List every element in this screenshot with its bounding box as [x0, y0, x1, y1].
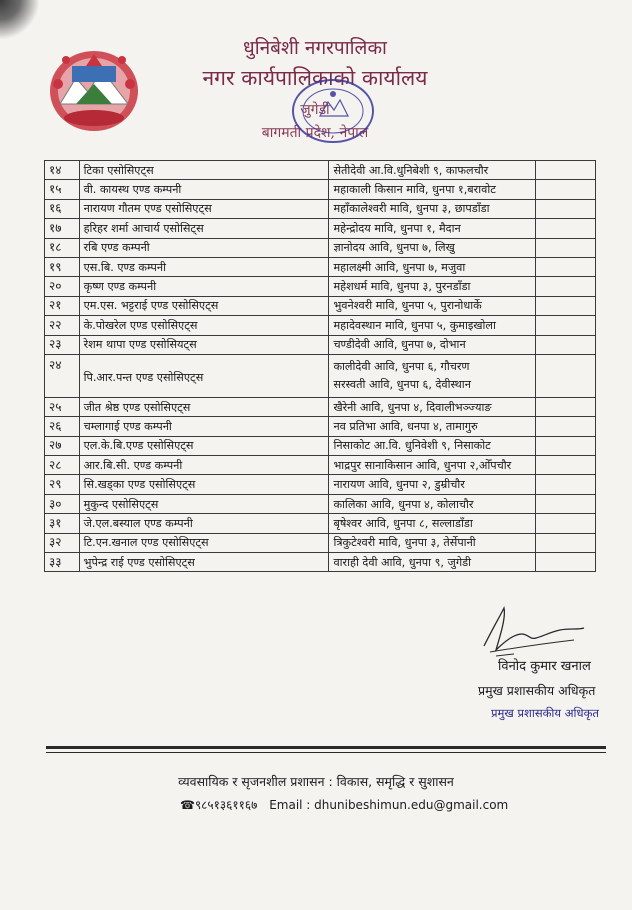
- row-number: २३: [45, 335, 80, 354]
- school-name: महालक्ष्मी आवि, धुनपा ७, मजुवा: [329, 257, 536, 276]
- row-number: ३३: [45, 553, 80, 572]
- empty-cell: [536, 397, 596, 416]
- email-label: Email :: [269, 798, 311, 812]
- school-name: ज्ञानोदय आवि, धुनपा ७, लिखु: [329, 238, 536, 257]
- footer-rule-thin: [46, 752, 606, 753]
- row-number: २९: [45, 475, 80, 494]
- table-row: [45, 354, 596, 397]
- table-row: [45, 238, 596, 257]
- empty-cell: [536, 456, 596, 475]
- row-number: २५: [45, 397, 80, 416]
- firm-name: सि.खड्का एण्ड एसोसिएट्स: [79, 475, 329, 494]
- table-row: [45, 533, 596, 552]
- row-number: २७: [45, 436, 80, 455]
- office-province: बागमती प्रदेश, नेपाल: [261, 125, 369, 141]
- school-name: चण्डीदेवी आवि, धुनपा ७, दोभान: [329, 335, 536, 354]
- municipality-name: धुनिबेशी नगरपालिका: [243, 37, 387, 59]
- table-row: [45, 397, 596, 416]
- school-name: कालिका आवि, धुनपा ४, कोलाचौर: [329, 494, 536, 513]
- office-name: नगर कार्यपालिकाको कार्यालय: [202, 66, 428, 90]
- school-name: नारायण आवि, धुनपा २, डुम्रीचौर: [329, 475, 536, 494]
- firm-name-text: पि.आर.पन्त एण्ड एसोसिएट्स: [83, 370, 204, 384]
- empty-cell: [536, 354, 596, 397]
- firm-name: वी. कायस्थ एण्ड कम्पनी: [79, 180, 329, 199]
- empty-cell: [536, 199, 596, 218]
- table-row: [45, 161, 596, 180]
- school-name: बृषेश्वर आवि, धुनपा ८, सल्लाडाँडा: [329, 514, 536, 533]
- row-number: १६: [45, 199, 80, 218]
- empty-cell: [536, 161, 596, 180]
- footer-rule-thick: [46, 746, 606, 749]
- school-name: महादेवस्थान मावि, धुनपा ५, कुमाइखोला: [329, 316, 536, 335]
- firm-name: नारायण गौतम एण्ड एसोसिएट्स: [79, 199, 329, 218]
- row-number: ३०: [45, 494, 80, 513]
- table-row: [45, 514, 596, 533]
- empty-cell: [536, 553, 596, 572]
- table-row: [45, 417, 596, 436]
- row-number: १८: [45, 238, 80, 257]
- empty-cell: [536, 417, 596, 436]
- firm-name: एम.एस. भट्टराई एण्ड एसोसिएट्स: [79, 296, 329, 315]
- table-row: [45, 456, 596, 475]
- school-name: महाकाली किसान मावि, धुनपा १,बरावोट: [329, 180, 536, 199]
- row-number: १५: [45, 180, 80, 199]
- table-row: [45, 180, 596, 199]
- firm-name: आर.बि.सी. एण्ड कम्पनी: [79, 456, 329, 475]
- row-number: २८: [45, 456, 80, 475]
- signatory-stamp-title: प्रमुख प्रशासकीय अधिकृत: [491, 706, 599, 720]
- table-row: [45, 257, 596, 276]
- firm-name: एस.बि. एण्ड कम्पनी: [79, 257, 329, 276]
- row-number: ३२: [45, 533, 80, 552]
- empty-cell: [536, 257, 596, 276]
- firm-name: जीत श्रेष्ठ एण्ड एसोसिएट्स: [79, 397, 329, 416]
- school-name: महेन्द्रोदय मावि, धुनपा १, मैदान: [329, 219, 536, 238]
- row-number: १४: [45, 161, 80, 180]
- phone-number: ☎९८५१३६११६७: [180, 798, 258, 812]
- table-row: [45, 199, 596, 218]
- row-number: ३१: [45, 514, 80, 533]
- table-row: [45, 296, 596, 315]
- email-address[interactable]: dhunibeshimun.edu@gmail.com: [314, 798, 509, 812]
- school-name: निसाकोट आ.वि. धुनिवेशी ९, निसाकोट: [329, 436, 536, 455]
- empty-cell: [536, 335, 596, 354]
- table-row: [45, 335, 596, 354]
- office-seal-icon: [290, 76, 376, 146]
- signature-icon: [470, 600, 590, 660]
- row-number: २२: [45, 316, 80, 335]
- firm-name: हरिहर शर्मा आचार्य एसोसिट्स: [79, 219, 329, 238]
- row-number: १९: [45, 257, 80, 276]
- table-row: [45, 475, 596, 494]
- table-row: [45, 277, 596, 296]
- school-name: नव प्रतिभा आवि, धनपा ४, तामागुरु: [329, 417, 536, 436]
- footer-motto: व्यवसायिक र सृजनशील प्रशासन : विकास, समृद्धि र सुशासन: [178, 774, 454, 789]
- empty-cell: [536, 238, 596, 257]
- firm-name: जे.एल.बस्याल एण्ड कम्पनी: [79, 514, 329, 533]
- firm-name: मुकुन्द एसोसिएट्स: [79, 494, 329, 513]
- firm-name: भुपेन्द्र राई एण्ड एसोसिएट्स: [79, 553, 329, 572]
- firm-name: के.पोखरेल एण्ड एसोसिएट्स: [79, 316, 329, 335]
- school-name: त्रिकुटेश्वरी मावि, धुनपा ३, तेर्सेपानी: [329, 533, 536, 552]
- table-row: [45, 219, 596, 238]
- table-row: [45, 553, 596, 572]
- empty-cell: [536, 514, 596, 533]
- empty-cell: [536, 475, 596, 494]
- row-number: १७: [45, 219, 80, 238]
- school-name: सेतीदेवी आ.वि.धुनिबेशी ९, काफलचौर: [329, 161, 536, 180]
- table-row: [45, 316, 596, 335]
- firm-name: कृष्ण एण्ड कम्पनी: [79, 277, 329, 296]
- signatory-name: विनोद कुमार खनाल: [498, 659, 591, 674]
- firm-name: चम्लागाई एण्ड कम्पनी: [79, 417, 329, 436]
- firm-name: रबि एण्ड कम्पनी: [79, 238, 329, 257]
- empty-cell: [536, 277, 596, 296]
- empty-cell: [536, 494, 596, 513]
- empty-cell: [536, 533, 596, 552]
- row-number: २०: [45, 277, 80, 296]
- row-number: २१: [45, 296, 80, 315]
- footer-contact: [180, 796, 508, 813]
- empty-cell: [536, 436, 596, 455]
- empty-cell: [536, 296, 596, 315]
- school-name: खैरेनी आवि, धुनपा ४, दिवालीभञ्ज्याङ: [329, 397, 536, 416]
- school-name-line: सरस्वती आवि, धुनपा ६, देवीस्थान: [333, 377, 471, 391]
- table-row: [45, 436, 596, 455]
- school-name: [329, 354, 536, 397]
- empty-cell: [536, 316, 596, 335]
- firm-name: [79, 354, 329, 397]
- page-corner-shadow: [0, 0, 40, 40]
- firm-school-table: [44, 160, 596, 572]
- school-name: महाँकालेश्वरी मावि, धुनपा ३, छापडाँडा: [329, 199, 536, 218]
- school-name: भुवनेश्वरी मावि, धुनपा ५, पुरानोधार्के: [329, 296, 536, 315]
- firm-name: टिका एसोसिएट्स: [79, 161, 329, 180]
- signatory-title: प्रमुख प्रशासकीय अधिकृत: [478, 683, 596, 698]
- school-name: महेशधर्म मावि, धुनपा ३, पुरनडाँडा: [329, 277, 536, 296]
- firm-name: टि.एन.खनाल एण्ड एसोसिएट्स: [79, 533, 329, 552]
- school-name: वाराही देवी आवि, धुनपा ९, जुगेडी: [329, 553, 536, 572]
- school-name: भाद्रपुर सानाकिसान आवि, धुनपा २,ओँपचौर: [329, 456, 536, 475]
- empty-cell: [536, 219, 596, 238]
- table-row: [45, 494, 596, 513]
- firm-name: रेशम थापा एण्ड एसोसियट्स: [79, 335, 329, 354]
- office-location: जुगेडी: [300, 102, 330, 118]
- empty-cell: [536, 180, 596, 199]
- row-number: २६: [45, 417, 80, 436]
- school-name-line: कालीदेवी आवि, धुनपा ६, गौचरण: [333, 359, 470, 373]
- row-number: २४: [45, 354, 80, 397]
- firm-name: एल.के.बि.एण्ड एसोसिएट्स: [79, 436, 329, 455]
- nepal-emblem-icon: [46, 44, 142, 134]
